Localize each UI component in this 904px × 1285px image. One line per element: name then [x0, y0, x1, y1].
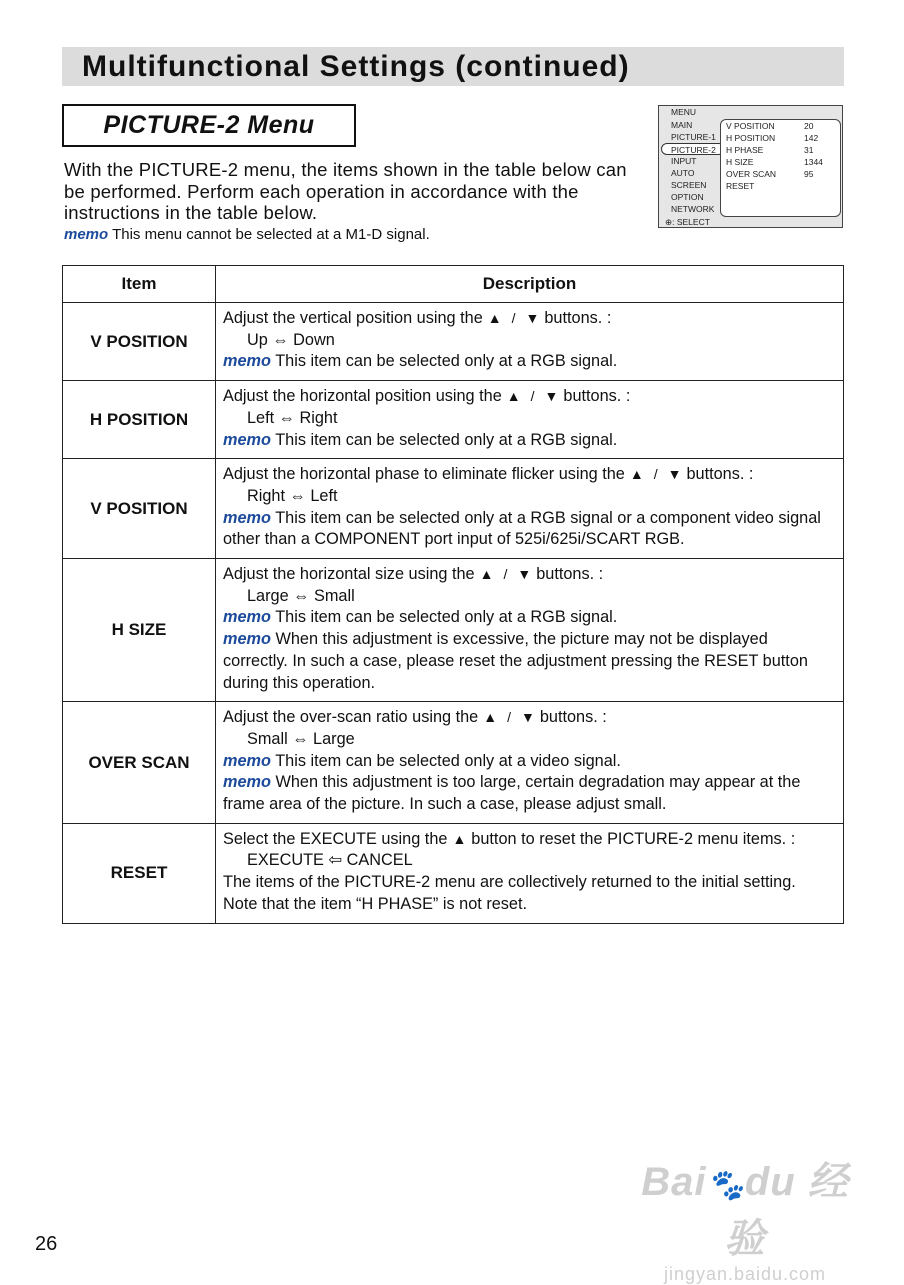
- osd-setting-value: 20: [804, 121, 814, 131]
- item-description: [216, 459, 844, 559]
- adjustment-direction: Large ⇔ Small: [247, 586, 355, 605]
- osd-setting-row: [721, 144, 840, 156]
- down-arrow-icon: ▼: [544, 388, 559, 405]
- osd-setting-value: 1344: [804, 157, 823, 167]
- page-title: Multifunctional Settings (continued): [82, 50, 630, 83]
- osd-setting-row: [721, 120, 840, 132]
- memo-note: [223, 351, 835, 373]
- instruction-text: buttons. :: [536, 565, 604, 584]
- up-arrow-icon: ▲: [506, 388, 521, 405]
- select-icon: ⊕: [665, 217, 673, 227]
- note-text: When this adjustment is too large, certain degradation may appear at the frame area of the picture. In such a case, please adjust small.: [223, 773, 801, 814]
- osd-setting-row: [721, 180, 840, 192]
- table-row: [63, 459, 844, 559]
- memo-note: [223, 772, 835, 815]
- up-arrow-icon: ▲: [483, 709, 498, 726]
- osd-menu-list: [661, 119, 721, 215]
- memo-note: [223, 751, 835, 773]
- page-number: 26: [35, 1233, 58, 1255]
- watermark-url: jingyan.baidu.com: [663, 1264, 827, 1284]
- slash-separator: /: [511, 310, 516, 326]
- memo-label: memo: [223, 751, 271, 770]
- memo-label: memo: [223, 608, 271, 627]
- memo-label: memo: [223, 630, 271, 649]
- osd-setting-row: [721, 132, 840, 144]
- up-arrow-icon: ▲: [487, 310, 502, 326]
- osd-setting-name: H PHASE: [726, 145, 764, 155]
- item-description: [216, 559, 844, 702]
- item-description: [216, 702, 844, 824]
- note-text: This item can be selected only at a RGB signal or a component video signal other than a COMPONENT port input of 525i/625i/SCART RGB.: [223, 508, 821, 549]
- note-text: This item can be selected only at a RGB signal.: [270, 352, 618, 371]
- osd-settings-panel: [720, 119, 841, 217]
- memo-note: [223, 508, 835, 551]
- item-name: OVER SCAN: [63, 702, 216, 824]
- table-row: [63, 823, 844, 923]
- menu-title-box: PICTURE-2 Menu: [62, 104, 356, 147]
- instruction-text: Adjust the vertical position using the: [223, 309, 483, 327]
- instruction-text: Adjust the horizontal position using the: [223, 387, 502, 406]
- memo-note: [223, 607, 835, 629]
- table-row: [63, 303, 844, 381]
- osd-menu-item: INPUT: [671, 156, 697, 166]
- slash-separator: /: [653, 466, 658, 483]
- up-arrow-icon: ▲: [479, 566, 494, 583]
- osd-setting-value: 95: [804, 169, 814, 179]
- osd-setting-name: RESET: [726, 181, 755, 191]
- section-header-bar: [62, 47, 844, 86]
- table-row: [63, 702, 844, 824]
- note-text: This item can be selected only at a RGB signal.: [270, 430, 618, 449]
- item-description: [216, 381, 844, 459]
- instruction-line: [223, 386, 835, 408]
- column-header-item: Item: [63, 266, 216, 303]
- osd-setting-value: 142: [804, 133, 819, 143]
- down-arrow-icon: ▼: [667, 466, 682, 483]
- adjustment-direction: EXECUTE ⇦ CANCEL: [247, 851, 413, 870]
- item-name: V POSITION: [63, 303, 216, 381]
- adjustment-direction: Left ⇔ Right: [247, 408, 338, 427]
- table-header-row: [63, 266, 844, 303]
- instruction-text: Adjust the horizontal phase to eliminate flicker using the: [223, 465, 625, 484]
- memo-text: This menu cannot be selected at a M1-D signal.: [108, 226, 430, 243]
- note-text: This item can be selected only at a RGB signal.: [270, 608, 618, 627]
- intro-text: With the PICTURE-2 menu, the items shown in the table below can be performed. Perform each operation in accordance with the instructions in the table below.: [64, 159, 627, 223]
- osd-menu-item: MAIN: [671, 120, 693, 130]
- memo-label: memo: [223, 508, 271, 527]
- note-text: When this adjustment is excessive, the picture may not be displayed correctly. In such a case, please reset the adjustment pressing the RESET button during this operation.: [223, 630, 808, 692]
- osd-setting-name: V POSITION: [726, 121, 775, 131]
- slash-separator: /: [503, 566, 508, 583]
- down-arrow-icon: ▼: [517, 566, 532, 583]
- instruction-text: button to reset the PICTURE-2 menu items. :: [471, 829, 796, 848]
- instruction-text: buttons. :: [686, 465, 754, 484]
- instruction-line: [223, 829, 835, 851]
- instruction-text: Select the EXECUTE using the: [223, 829, 448, 848]
- osd-menu-item: SCREEN: [671, 180, 707, 190]
- instruction-text: buttons. :: [563, 387, 631, 406]
- osd-setting-row: [721, 168, 840, 180]
- adjustment-direction: Up ⇔ Down: [247, 330, 335, 349]
- table-row: [63, 559, 844, 702]
- note-text: Note that the item “H PHASE” is not reset.: [223, 894, 528, 913]
- slash-separator: /: [507, 709, 511, 726]
- instruction-text: buttons. :: [544, 309, 612, 327]
- memo-note: [223, 430, 835, 452]
- osd-menu-item: PICTURE-1: [671, 132, 716, 142]
- note-text: The items of the PICTURE-2 menu are collectively returned to the initial setting.: [223, 873, 796, 892]
- osd-setting-name: H POSITION: [726, 133, 776, 143]
- osd-setting-value: 31: [804, 145, 814, 155]
- table-row: [63, 381, 844, 459]
- osd-menu-item: PICTURE-2: [661, 143, 725, 155]
- adjustment-direction: Small ⇔ Large: [247, 729, 355, 748]
- osd-setting-row: [721, 156, 840, 168]
- item-description: [216, 823, 844, 923]
- item-name: V POSITION: [63, 459, 216, 559]
- instruction-line: [223, 707, 835, 729]
- osd-menu-item: NETWORK: [671, 204, 715, 214]
- instruction-line: [223, 464, 835, 486]
- instruction-text: buttons. :: [539, 708, 607, 727]
- instruction-line: [223, 564, 835, 586]
- osd-menu-illustration: [658, 105, 843, 228]
- note-line: [223, 894, 835, 916]
- settings-table: [62, 265, 844, 924]
- down-arrow-icon: ▼: [525, 310, 540, 326]
- memo-label: memo: [223, 430, 271, 449]
- column-header-description: Description: [216, 266, 844, 303]
- up-arrow-icon: ▲: [629, 466, 644, 483]
- memo-label: memo: [64, 226, 109, 243]
- osd-footer: [661, 216, 710, 228]
- instruction-line: [223, 308, 835, 330]
- osd-title: MENU: [671, 107, 697, 117]
- memo-label: memo: [223, 773, 271, 792]
- osd-footer-text: : SELECT: [672, 217, 710, 227]
- osd-setting-name: H SIZE: [726, 157, 754, 167]
- instruction-text: Adjust the horizontal size using the: [223, 565, 475, 584]
- note-text: This item can be selected only at a video signal.: [270, 751, 621, 770]
- osd-menu-item: OPTION: [671, 192, 704, 202]
- adjustment-direction: Right ⇔ Left: [247, 486, 338, 505]
- osd-menu-item: AUTO: [671, 168, 695, 178]
- watermark-logo: [640, 1150, 850, 1285]
- memo-note: [223, 629, 835, 694]
- item-description: [216, 303, 844, 381]
- instruction-text: Adjust the over-scan ratio using the: [223, 708, 479, 727]
- item-name: RESET: [63, 823, 216, 923]
- osd-setting-name: OVER SCAN: [726, 169, 777, 179]
- up-arrow-icon: ▲: [452, 830, 467, 847]
- memo-label: memo: [223, 352, 271, 371]
- note-line: [223, 872, 835, 894]
- down-arrow-icon: ▼: [520, 709, 535, 726]
- item-name: H POSITION: [63, 381, 216, 459]
- slash-separator: /: [530, 388, 535, 405]
- watermark-brand: Bai🐾du 经验: [641, 1160, 849, 1261]
- intro-memo: [64, 226, 430, 243]
- item-name: H SIZE: [63, 559, 216, 702]
